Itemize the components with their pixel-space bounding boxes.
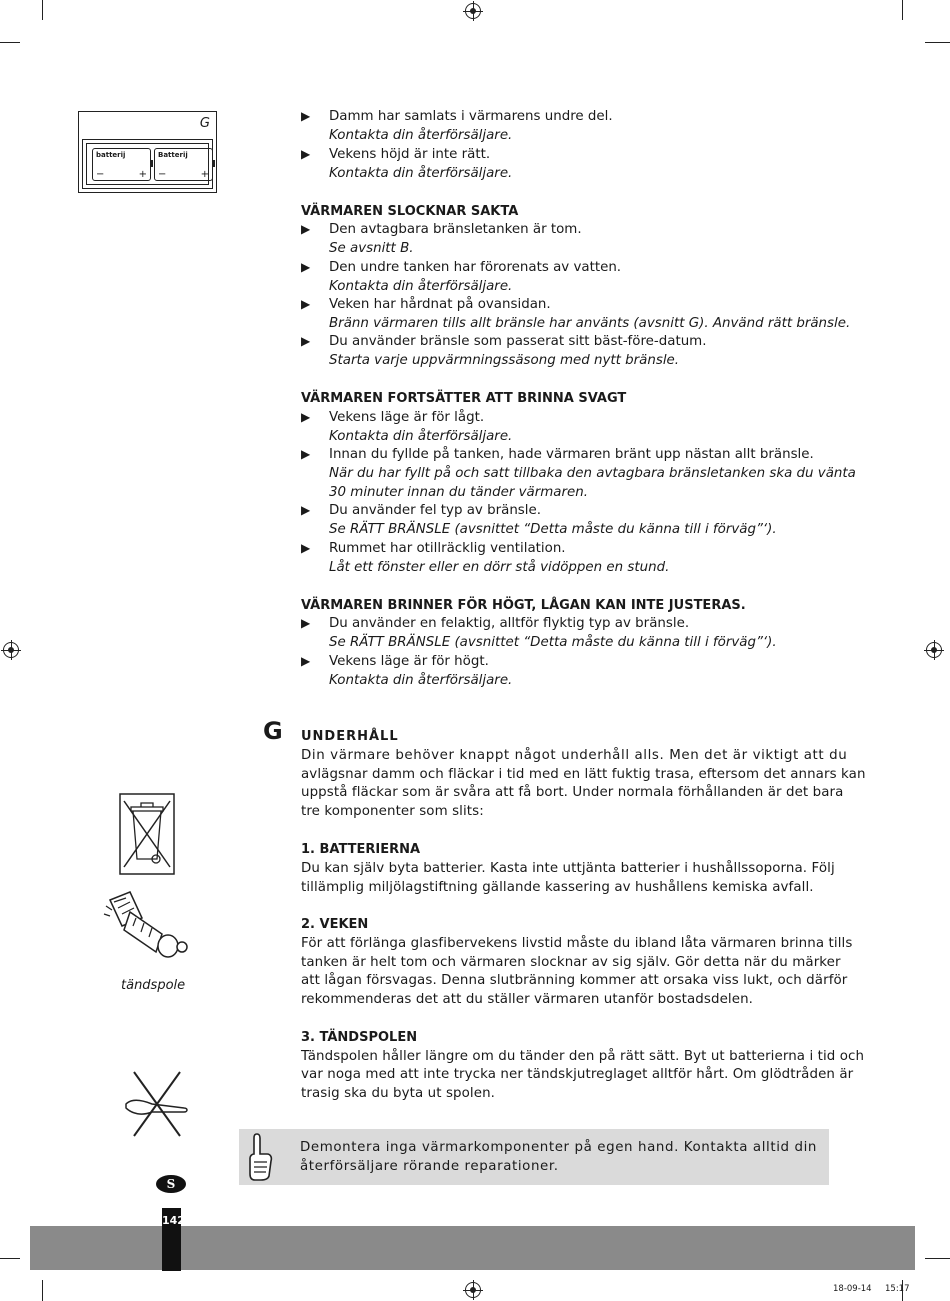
play-arrow-icon: ▶ — [301, 222, 311, 236]
subsection-heading: 3. TÄNDSPOLEN — [301, 1030, 418, 1045]
page-number-tab — [162, 1208, 185, 1271]
battery-right-terminal — [212, 160, 215, 167]
troubleshoot-item: ▶ Du använder bränsle som passerat sitt bäst-före-datum. — [301, 334, 707, 349]
troubleshoot-item: ▶ Du använder en felaktig, alltför flyktig typ av bränsle. — [301, 616, 690, 631]
troubleshoot-item: ▶ Du använder fel typ av bränsle. — [301, 503, 542, 518]
section-letter: G — [263, 717, 283, 745]
crop-mark — [42, 1280, 43, 1301]
crop-mark — [925, 42, 950, 43]
troubleshoot-action: Starta varje uppvärmningssäsong med nytt bränsle. — [329, 353, 680, 368]
paragraph-line: Du kan själv byta batterier. Kasta inte uttjänta batterier i hushållssoporna. Följ — [301, 861, 835, 876]
troubleshoot-item: ▶ Den avtagbara bränsletanken är tom. — [301, 222, 582, 237]
section-heading: VÄRMAREN SLOCKNAR SAKTA — [301, 204, 519, 219]
igniter-coil-icon — [100, 890, 195, 960]
battery-left-label: batterij — [96, 151, 126, 159]
crop-mark — [902, 0, 903, 20]
paragraph-line: var noga med att inte trycka ner tändskjutreglaget alltför hårt. Om glödtråden är — [301, 1067, 854, 1082]
language-badge: S — [156, 1175, 186, 1193]
battery-left-terminal — [150, 160, 153, 167]
troubleshoot-action: Låt ett fönster eller en dörr stå vidöppen en stund. — [329, 560, 670, 575]
page-number: 142 — [162, 1214, 185, 1227]
figure-g-letter: G — [199, 116, 210, 131]
troubleshoot-item: ▶ Veken har hårdnat på ovansidan. — [301, 297, 551, 312]
paragraph-line: att lågan försvagas. Denna slutbränning kommer att orsaka viss lukt, och därför — [301, 973, 848, 988]
note-line: återförsäljare rörande reparationer. — [300, 1159, 559, 1174]
battery-plus: + — [200, 169, 209, 180]
crop-mark — [0, 42, 20, 43]
crossed-out-bin-icon — [119, 793, 175, 875]
battery-right-label: Batterij — [158, 151, 188, 159]
paragraph-line: avlägsnar damm och fläckar i tid med en lätt fuktig trasa, eftersom det annars kan — [301, 767, 866, 782]
igniter-caption: tändspole — [121, 978, 186, 993]
battery-left — [92, 148, 151, 181]
paragraph-line: trasig ska du byta ut spolen. — [301, 1086, 496, 1101]
troubleshoot-action: Kontakta din återförsäljare. — [329, 429, 513, 444]
figure-g-batteries — [78, 111, 217, 193]
paragraph-line: tillämplig miljölagstiftning gällande kassering av hushållens kemiska avfall. — [301, 880, 814, 895]
section-title: UNDERHÅLL — [301, 729, 399, 744]
registration-mark-icon — [465, 1282, 481, 1298]
subsection-heading: 2. VEKEN — [301, 917, 369, 932]
troubleshoot-item: ▶ Vekens läge är för lågt. — [301, 410, 485, 425]
play-arrow-icon: ▶ — [301, 260, 311, 274]
troubleshoot-item: ▶ Damm har samlats i värmarens undre del. — [301, 109, 613, 124]
battery-right — [154, 148, 213, 181]
paragraph-line: rekommenderas det att du ställer värmaren utanför bostadsdelen. — [301, 992, 754, 1007]
troubleshoot-action: Se RÄTT BRÄNSLE (avsnittet “Detta måste du känna till i förväg”‘). — [329, 635, 777, 650]
warning-note — [239, 1129, 829, 1185]
battery-compartment — [82, 139, 213, 189]
crop-mark — [925, 1258, 950, 1259]
troubleshoot-item: ▶ Vekens höjd är inte rätt. — [301, 147, 491, 162]
paragraph-line: tanken är helt tom och värmaren slocknar av sig själv. Gör detta när du märker — [301, 955, 841, 970]
troubleshoot-action: Se avsnitt B. — [329, 241, 414, 256]
play-arrow-icon: ▶ — [301, 109, 311, 123]
print-time: 15:17 — [885, 1284, 910, 1294]
section-heading: VÄRMAREN BRINNER FÖR HÖGT, LÅGAN KAN INTE JUSTERAS. — [301, 598, 746, 613]
pointing-hand-icon — [245, 1132, 275, 1182]
troubleshoot-action: När du har fyllt på och satt tillbaka den avtagbara bränsletanken ska du vänta — [329, 466, 856, 481]
paragraph-line: uppstå fläckar som är svåra att få bort. Under normala förhållanden är det bara — [301, 785, 844, 800]
crop-mark — [0, 1258, 20, 1259]
play-arrow-icon: ▶ — [301, 147, 311, 161]
troubleshoot-action: Kontakta din återförsäljare. — [329, 128, 513, 143]
play-arrow-icon: ▶ — [301, 503, 311, 517]
play-arrow-icon: ▶ — [301, 616, 311, 630]
play-arrow-icon: ▶ — [301, 541, 311, 555]
print-date: 18-09-14 — [833, 1284, 872, 1294]
play-arrow-icon: ▶ — [301, 297, 311, 311]
play-arrow-icon: ▶ — [301, 447, 311, 461]
troubleshoot-action: Kontakta din återförsäljare. — [329, 673, 513, 688]
battery-plus: + — [138, 169, 147, 180]
paragraph-line: Din värmare behöver knappt något underhåll alls. Men det är viktigt att du — [301, 748, 848, 763]
play-arrow-icon: ▶ — [301, 410, 311, 424]
troubleshoot-item: ▶ Den undre tanken har förorenats av vatten. — [301, 260, 622, 275]
registration-mark-icon — [926, 642, 942, 658]
paragraph-line: Tändspolen håller längre om du tänder den på rätt sätt. Byt ut batterierna i tid och — [301, 1049, 865, 1064]
section-heading: VÄRMAREN FORTSÄTTER ATT BRINNA SVAGT — [301, 391, 627, 406]
play-arrow-icon: ▶ — [301, 654, 311, 668]
paragraph-line: För att förlänga glasfibervekens livstid måste du ibland låta värmaren brinna tills — [301, 936, 853, 951]
print-stamp — [833, 1284, 910, 1294]
battery-minus: − — [158, 169, 167, 180]
registration-mark-icon — [3, 642, 19, 658]
troubleshoot-action: Se RÄTT BRÄNSLE (avsnittet “Detta måste du känna till i förväg”‘). — [329, 522, 777, 537]
no-tools-icon — [122, 1070, 192, 1140]
troubleshoot-action: Kontakta din återförsäljare. — [329, 279, 513, 294]
paragraph-line: tre komponenter som slits: — [301, 804, 484, 819]
troubleshoot-item: ▶ Rummet har otillräcklig ventilation. — [301, 541, 566, 556]
troubleshoot-item: ▶ Vekens läge är för högt. — [301, 654, 489, 669]
battery-minus: − — [96, 169, 105, 180]
play-arrow-icon: ▶ — [301, 334, 311, 348]
troubleshoot-item: ▶ Innan du fyllde på tanken, hade värmaren bränt upp nästan allt bränsle. — [301, 447, 814, 462]
crop-mark — [42, 0, 43, 20]
note-line: Demontera inga värmarkomponenter på egen hand. Kontakta alltid din — [300, 1140, 817, 1155]
subsection-heading: 1. BATTERIERNA — [301, 842, 421, 857]
troubleshoot-action: Kontakta din återförsäljare. — [329, 166, 513, 181]
troubleshoot-action: 30 minuter innan du tänder värmaren. — [329, 485, 588, 500]
registration-mark-icon — [465, 3, 481, 19]
troubleshoot-action: Bränn värmaren tills allt bränsle har använts (avsnitt G). Använd rätt bränsle. — [329, 316, 851, 331]
